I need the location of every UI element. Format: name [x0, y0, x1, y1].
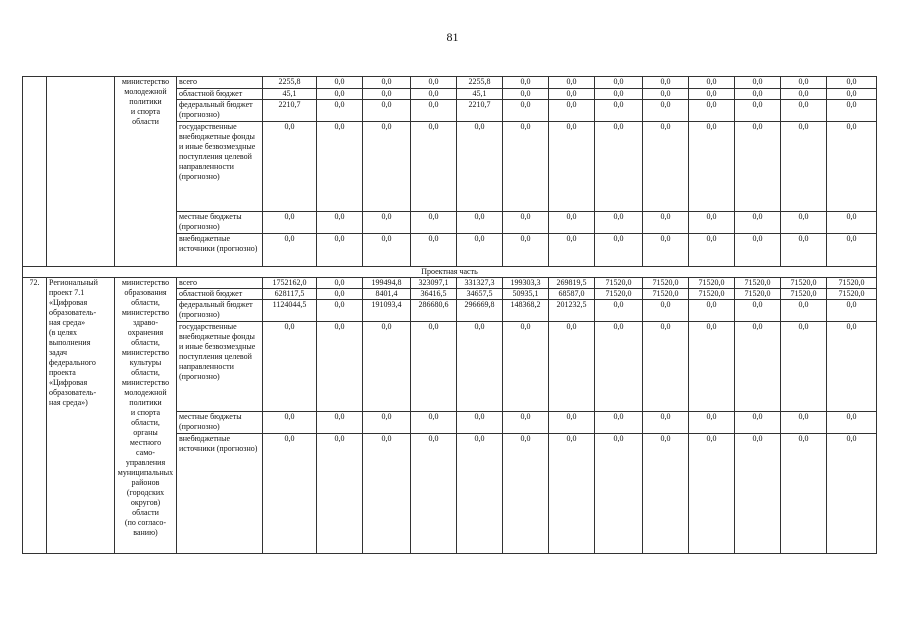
value-cell: 0,0 [781, 122, 827, 212]
value-cell: 0,0 [689, 212, 735, 234]
value-cell: 34657,5 [457, 289, 503, 300]
project-name-line: образователь- [49, 388, 97, 397]
executor-line: министерство [121, 308, 170, 317]
executor-line: области [132, 508, 159, 517]
funding-source: всего [177, 77, 263, 89]
value-cell: 0,0 [595, 434, 643, 554]
value-cell: 0,0 [263, 322, 317, 412]
value-cell: 0,0 [643, 234, 689, 267]
value-cell: 628117,5 [263, 289, 317, 300]
value-cell: 71520,0 [643, 278, 689, 289]
funding-source: внебюджетные источники (прогнозно) [177, 434, 263, 554]
executor-line: молодежной [124, 388, 167, 397]
value-cell: 0,0 [363, 412, 411, 434]
value-cell: 0,0 [735, 77, 781, 89]
value-cell: 0,0 [827, 300, 877, 322]
project-name-line: проекта [49, 368, 76, 377]
value-cell: 269819,5 [549, 278, 595, 289]
value-cell: 0,0 [503, 434, 549, 554]
value-cell: 0,0 [643, 89, 689, 100]
executor-line: само- [136, 448, 155, 457]
value-cell: 0,0 [595, 89, 643, 100]
value-cell: 71520,0 [595, 278, 643, 289]
value-cell: 0,0 [643, 212, 689, 234]
value-cell: 50935,1 [503, 289, 549, 300]
value-cell: 0,0 [781, 412, 827, 434]
executor-line: образования [124, 288, 167, 297]
value-cell: 0,0 [317, 100, 363, 122]
section-title: Проектная часть [23, 267, 877, 278]
funding-source: государственные внебюджетные фонды и иные безвозмездные поступления целевой направленности (прогнозно) [177, 322, 263, 412]
value-cell: 296669,8 [457, 300, 503, 322]
executor-line: министерство [121, 278, 170, 287]
executor-line: муниципальных [117, 468, 174, 477]
funding-source: местные бюджеты (прогнозно) [177, 212, 263, 234]
value-cell: 2255,8 [263, 77, 317, 89]
value-cell: 71520,0 [781, 278, 827, 289]
value-cell: 0,0 [827, 234, 877, 267]
value-cell: 2255,8 [457, 77, 503, 89]
executor-line: округов) [130, 498, 161, 507]
project-name-line: федерального [49, 358, 96, 367]
value-cell: 0,0 [689, 77, 735, 89]
value-cell: 0,0 [363, 77, 411, 89]
value-cell: 2210,7 [263, 100, 317, 122]
value-cell: 0,0 [263, 122, 317, 212]
value-cell: 71520,0 [781, 289, 827, 300]
value-cell: 0,0 [595, 300, 643, 322]
value-cell: 71520,0 [595, 289, 643, 300]
executor-line: здраво- [132, 318, 159, 327]
value-cell: 0,0 [411, 122, 457, 212]
value-cell: 71520,0 [735, 289, 781, 300]
value-cell: 0,0 [595, 77, 643, 89]
value-cell: 0,0 [595, 322, 643, 412]
project-name-line: ная среда» [49, 318, 86, 327]
value-cell: 0,0 [317, 234, 363, 267]
value-cell: 0,0 [503, 412, 549, 434]
value-cell: 2210,7 [457, 100, 503, 122]
value-cell: 0,0 [317, 89, 363, 100]
table-row [23, 278, 877, 289]
value-cell: 0,0 [689, 122, 735, 212]
value-cell: 45,1 [263, 89, 317, 100]
value-cell: 0,0 [549, 412, 595, 434]
value-cell: 0,0 [689, 412, 735, 434]
value-cell: 0,0 [317, 212, 363, 234]
project-name [47, 278, 115, 554]
value-cell: 199494,8 [363, 278, 411, 289]
executor-line: районов [131, 478, 160, 487]
executor-line: области [132, 117, 159, 126]
funding-source: областной бюджет [177, 289, 263, 300]
executor-line: ванию) [133, 528, 158, 537]
funding-source: местные бюджеты (прогнозно) [177, 412, 263, 434]
executor-line: министерство [121, 77, 170, 86]
value-cell: 0,0 [595, 212, 643, 234]
value-cell: 323097,1 [411, 278, 457, 289]
value-cell: 0,0 [781, 100, 827, 122]
executor-line: молодежной [124, 87, 167, 96]
value-cell: 0,0 [263, 434, 317, 554]
value-cell: 0,0 [735, 412, 781, 434]
value-cell: 0,0 [503, 89, 549, 100]
budget-table [22, 76, 877, 554]
value-cell: 0,0 [781, 234, 827, 267]
project-name-line: (в целях [49, 328, 77, 337]
value-cell: 0,0 [317, 77, 363, 89]
value-cell: 0,0 [363, 322, 411, 412]
value-cell: 0,0 [735, 434, 781, 554]
value-cell: 0,0 [363, 122, 411, 212]
value-cell: 71520,0 [643, 289, 689, 300]
value-cell: 0,0 [735, 322, 781, 412]
value-cell: 0,0 [457, 412, 503, 434]
value-cell: 0,0 [689, 89, 735, 100]
value-cell: 0,0 [363, 100, 411, 122]
value-cell: 0,0 [689, 100, 735, 122]
value-cell: 0,0 [411, 100, 457, 122]
project-name-line: «Цифровая [49, 298, 88, 307]
value-cell: 0,0 [457, 212, 503, 234]
value-cell: 0,0 [317, 434, 363, 554]
value-cell: 0,0 [457, 234, 503, 267]
value-cell: 0,0 [317, 412, 363, 434]
project-name-line: «Цифровая [49, 378, 88, 387]
value-cell: 0,0 [735, 122, 781, 212]
project-name-line: образователь- [49, 308, 97, 317]
value-cell: 0,0 [503, 322, 549, 412]
value-cell: 0,0 [595, 122, 643, 212]
value-cell: 0,0 [317, 278, 363, 289]
executor [115, 278, 177, 554]
value-cell: 0,0 [643, 434, 689, 554]
value-cell: 0,0 [595, 100, 643, 122]
value-cell: 0,0 [363, 89, 411, 100]
value-cell: 0,0 [689, 234, 735, 267]
value-cell: 0,0 [549, 100, 595, 122]
section-row-group [23, 267, 877, 278]
funding-source: всего [177, 278, 263, 289]
value-cell: 0,0 [689, 434, 735, 554]
value-cell: 0,0 [549, 212, 595, 234]
executor-line: министерство [121, 348, 170, 357]
value-cell: 0,0 [457, 434, 503, 554]
funding-source: федеральный бюджет (прогнозно) [177, 100, 263, 122]
project-name [47, 77, 115, 267]
value-cell: 191093,4 [363, 300, 411, 322]
value-cell: 0,0 [503, 122, 549, 212]
value-cell: 71520,0 [827, 278, 877, 289]
executor-line: культуры [129, 358, 162, 367]
value-cell: 0,0 [827, 212, 877, 234]
value-cell: 0,0 [827, 434, 877, 554]
value-cell: 0,0 [363, 212, 411, 234]
project-name-line: выполнения [49, 338, 91, 347]
value-cell: 0,0 [643, 77, 689, 89]
value-cell: 71520,0 [735, 278, 781, 289]
value-cell: 0,0 [827, 89, 877, 100]
executor-line: области, [131, 338, 160, 347]
value-cell: 0,0 [781, 212, 827, 234]
project-name-line: Региональный [49, 278, 98, 287]
executor-line: политики [129, 398, 162, 407]
value-cell: 0,0 [781, 322, 827, 412]
value-cell: 71520,0 [689, 289, 735, 300]
value-cell: 1752162,0 [263, 278, 317, 289]
value-cell: 0,0 [827, 412, 877, 434]
value-cell: 45,1 [457, 89, 503, 100]
funding-source: государственные внебюджетные фонды и иные безвозмездные поступления целевой направленности (прогнозно) [177, 122, 263, 212]
value-cell: 201232,5 [549, 300, 595, 322]
value-cell: 0,0 [549, 322, 595, 412]
value-cell: 0,0 [549, 234, 595, 267]
value-cell: 0,0 [643, 300, 689, 322]
value-cell: 0,0 [735, 234, 781, 267]
value-cell: 0,0 [643, 122, 689, 212]
value-cell: 0,0 [549, 434, 595, 554]
executor [115, 77, 177, 267]
value-cell: 0,0 [643, 412, 689, 434]
value-cell: 0,0 [689, 300, 735, 322]
value-cell: 71520,0 [689, 278, 735, 289]
value-cell: 0,0 [781, 434, 827, 554]
value-cell: 68587,0 [549, 289, 595, 300]
executor-line: и спорта [130, 408, 161, 417]
executor-line: управления [125, 458, 166, 467]
value-cell: 0,0 [457, 322, 503, 412]
value-cell: 0,0 [263, 412, 317, 434]
executor-line: и спорта [130, 107, 161, 116]
value-cell: 0,0 [781, 89, 827, 100]
value-cell: 1124044,5 [263, 300, 317, 322]
value-cell: 0,0 [735, 100, 781, 122]
executor-line: области, [131, 298, 160, 307]
page-number: 81 [446, 30, 459, 44]
executor-line: политики [129, 97, 162, 106]
value-cell: 0,0 [827, 77, 877, 89]
executor-line: охранения [127, 328, 164, 337]
executor-line: местного [129, 438, 162, 447]
executor-line: органы [133, 428, 158, 437]
project-name-line: задач [49, 348, 68, 357]
value-cell: 0,0 [735, 89, 781, 100]
row-number: 72. [23, 278, 47, 554]
value-cell: 0,0 [411, 89, 457, 100]
executor-line: министерство [121, 378, 170, 387]
table-row [23, 77, 877, 89]
value-cell: 0,0 [317, 289, 363, 300]
value-cell: 0,0 [411, 434, 457, 554]
value-cell: 0,0 [735, 212, 781, 234]
project-name-line: ная среда») [49, 398, 88, 407]
value-cell: 0,0 [643, 100, 689, 122]
value-cell: 0,0 [503, 77, 549, 89]
value-cell: 0,0 [317, 322, 363, 412]
value-cell: 0,0 [263, 234, 317, 267]
value-cell: 0,0 [411, 212, 457, 234]
project-name-line: проект 7.1 [49, 288, 85, 297]
value-cell: 0,0 [549, 89, 595, 100]
funding-source: федеральный бюджет (прогнозно) [177, 300, 263, 322]
executor-line: области, [131, 418, 160, 427]
executor-line: (по согласо- [124, 518, 167, 527]
value-cell: 0,0 [363, 434, 411, 554]
value-cell: 0,0 [503, 100, 549, 122]
value-cell: 0,0 [595, 412, 643, 434]
value-cell: 0,0 [411, 412, 457, 434]
value-cell: 8401,4 [363, 289, 411, 300]
value-cell: 0,0 [595, 234, 643, 267]
executor-line: области, [131, 368, 160, 377]
value-cell: 0,0 [457, 122, 503, 212]
value-cell: 0,0 [781, 300, 827, 322]
value-cell: 0,0 [263, 212, 317, 234]
funding-source: внебюджетные источники (прогнозно) [177, 234, 263, 267]
value-cell: 0,0 [549, 122, 595, 212]
value-cell: 0,0 [503, 212, 549, 234]
value-cell: 0,0 [411, 322, 457, 412]
value-cell: 286680,6 [411, 300, 457, 322]
value-cell: 0,0 [735, 300, 781, 322]
value-cell: 71520,0 [827, 289, 877, 300]
value-cell: 0,0 [411, 77, 457, 89]
value-cell: 148368,2 [503, 300, 549, 322]
value-cell: 0,0 [363, 234, 411, 267]
funding-source: областной бюджет [177, 89, 263, 100]
value-cell: 0,0 [827, 122, 877, 212]
value-cell: 0,0 [781, 77, 827, 89]
row-number [23, 77, 47, 267]
value-cell: 0,0 [411, 234, 457, 267]
value-cell: 331327,3 [457, 278, 503, 289]
value-cell: 0,0 [503, 234, 549, 267]
value-cell: 0,0 [827, 100, 877, 122]
value-cell: 0,0 [549, 77, 595, 89]
value-cell: 36416,5 [411, 289, 457, 300]
value-cell: 199303,3 [503, 278, 549, 289]
value-cell: 0,0 [317, 122, 363, 212]
value-cell: 0,0 [689, 322, 735, 412]
value-cell: 0,0 [643, 322, 689, 412]
value-cell: 0,0 [317, 300, 363, 322]
block2-rows [23, 278, 877, 554]
section-row [23, 267, 877, 278]
value-cell: 0,0 [827, 322, 877, 412]
block1-rows [23, 77, 877, 267]
executor-line: (городских [126, 488, 165, 497]
